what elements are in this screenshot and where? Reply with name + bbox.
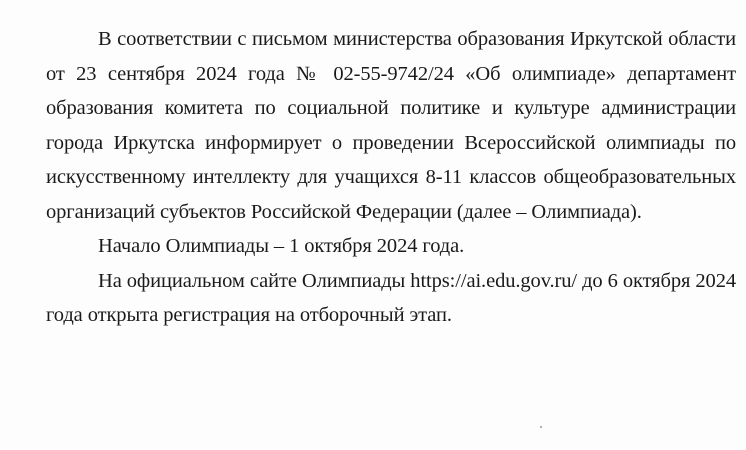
paragraph-olympiad-announcement: В соответствии с письмом министерства образования Иркутской области от 23 сентября 2024 года № 02-55-9742/24 «Об олимпиаде» департамент образования комитета по социальной политике и культуре администрации города Иркутска информирует о проведении Всероссийской олимпиады по искусственному интеллекту для учащихся 8-11 классов общеобразовательных организаций субъектов Российской Федерации (далее – Олимпиада).: [46, 28, 736, 223]
paragraph-registration: На официальном сайте Олимпиады https://ai.edu.gov.ru/ до 6 октября 2024 года открыта регистрация на отборочный этап.: [46, 269, 736, 326]
letter-body: [46, 22, 736, 333]
paragraph-start-date: Начало Олимпиады – 1 октября 2024 года.: [98, 235, 465, 257]
scan-speck: [540, 426, 542, 428]
